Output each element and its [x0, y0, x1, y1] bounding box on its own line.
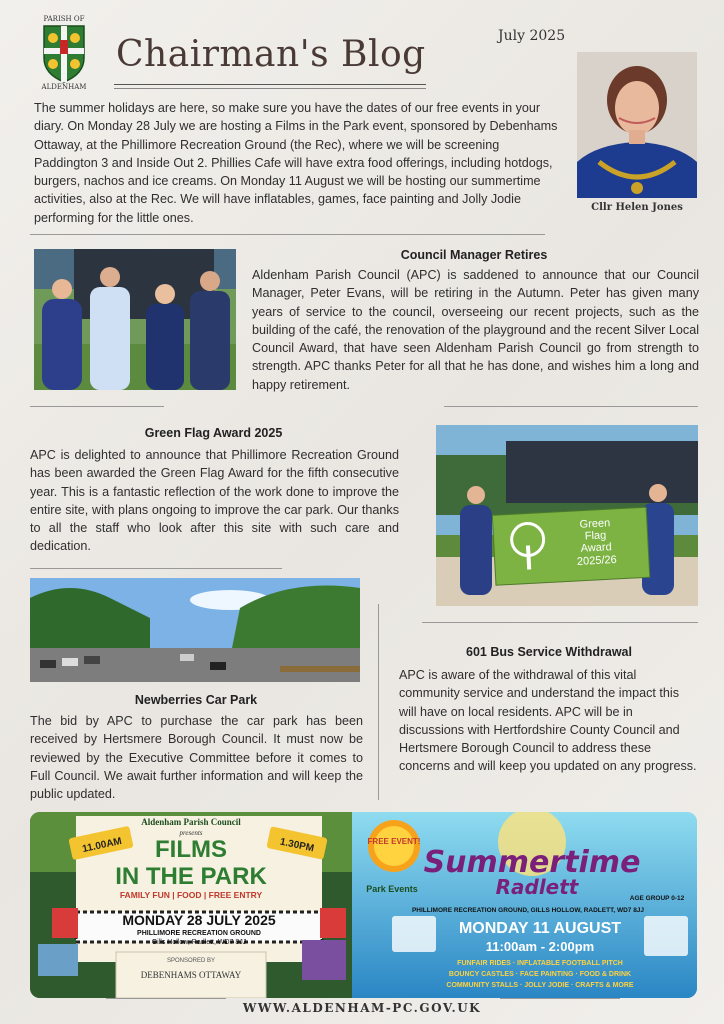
summer-activities-line1: FUNFAIR RIDES · INFLATABLE FOOTBALL PITCH	[457, 960, 623, 967]
greenflag-paragraph: APC is delighted to announce that Phillimore Recreation Ground has been awarded the Green Flag Award for the fifth consecutive year. This is a fantastic reflection of the work done to improve the entire site, with plans ongoing to improve the car park. Our thanks to all the staff who look after this site with such care and dedication.	[30, 448, 399, 554]
logo-top-text: PARISH OF	[43, 15, 85, 23]
car-park-photo	[30, 578, 360, 682]
films-time-left: 11.00AM	[81, 835, 123, 856]
summer-age-group: AGE GROUP 0-12	[629, 895, 685, 902]
section-divider	[30, 234, 545, 235]
logo-bottom-text: ALDENHAM	[41, 83, 87, 90]
films-in-the-park-poster	[30, 812, 352, 998]
summer-time: 11:00am - 2:00pm	[485, 939, 595, 954]
events-banner	[30, 812, 697, 998]
summertime-radlett-poster	[352, 812, 697, 998]
bus-paragraph: APC is aware of the withdrawal of this vital community service and understand the impact this will have on local residents. APC will be in discussions with Hertfordshire County Council and Hertsmere Borough Council to address these concerns and will keep you updated on any progress.	[399, 668, 697, 774]
summer-venue: PHILLIMORE RECREATION GROUND, GILLS HOLLOW, RADLETT, WD7 8JJ	[411, 907, 645, 914]
parish-crest-logo	[30, 12, 98, 90]
flag-text-award: Award	[580, 541, 612, 555]
films-presents: presents	[179, 829, 203, 837]
green-flag-photo	[436, 425, 698, 606]
films-title-line1: FILMS	[155, 836, 227, 863]
section-divider	[30, 568, 282, 569]
summer-title-line2: Radlett	[495, 875, 579, 899]
films-date: MONDAY 28 JULY 2025	[122, 912, 276, 928]
films-sponsor: DEBENHAMS OTTAWAY	[140, 970, 242, 980]
summer-free-badge: FREE EVENT!	[367, 837, 421, 846]
portrait-caption: Cllr Helen Jones	[591, 202, 683, 213]
flag-text-green: Green	[579, 517, 611, 531]
films-sponsored-by: SPONSORED BY	[166, 958, 216, 964]
footer-rule-right	[500, 998, 620, 999]
summer-activities-line3: COMMUNITY STALLS · JOLLY JODIE · CRAFTS & MORE	[446, 982, 634, 989]
films-council: Aldenham Parish Council	[141, 817, 241, 827]
films-address: Gills Hollow, Radlett, WD7 8JJ	[151, 939, 247, 946]
summer-activities-line2: BOUNCY CASTLES · FACE PAINTING · FOOD & DRINK	[448, 971, 632, 978]
footer-rule-left	[106, 998, 226, 999]
summer-park-events: Park Events	[366, 884, 418, 894]
intro-paragraph: The summer holidays are here, so make sure you have the dates of our free events in your diary. On Monday 28 July we are hosting a Films in the Park event, sponsored by Debenhams Ottaway, at the Phillimore Recreation Ground (the Rec), where we will be screening Paddington 3 and Inside Out 2. Phillies Cafe will have extra food offerings, including hotdogs, burgers, nachos and ice creams. On Monday 11 August we will be hosting our summertime activities, also at the Rec. We will have inflatables, games, face painting and Jolly Jodie performing for the little ones.	[34, 101, 558, 225]
section-divider	[422, 622, 698, 623]
bus-heading: 601 Bus Service Withdrawal	[466, 645, 632, 659]
films-title-line2: IN THE PARK	[115, 863, 267, 890]
title-underline	[114, 84, 426, 85]
website-url[interactable]: WWW.ALDENHAM-PC.GOV.UK	[242, 1001, 482, 1015]
summer-date: MONDAY 11 AUGUST	[458, 920, 622, 937]
section-divider	[444, 406, 698, 407]
greenflag-heading: Green Flag Award 2025	[144, 426, 283, 440]
section-divider	[30, 406, 164, 407]
films-venue: PHILLIMORE RECREATION GROUND	[137, 930, 261, 937]
carpark-heading: Newberries Car Park	[134, 693, 258, 707]
issue-date: July 2025	[498, 28, 566, 44]
carpark-paragraph: The bid by APC to purchase the car park has been received by Hertsmere Borough Council. It must now be reviewed by the Executive Committee before it comes to Full Council. We await further information and will keep the public updated.	[30, 714, 363, 802]
manager-heading: Council Manager Retires	[400, 248, 548, 262]
flag-text-year: 2025/26	[576, 553, 618, 568]
manager-paragraph: Aldenham Parish Council (APC) is saddened to announce that our Council Manager, Peter Evans, will be retiring in the Autumn. Peter has given many years of service to the council, overseeing our recent projects, such as the building of the café, the renovation of the playground and the recent Silver Local Council Award, that have seen Aldenham Parish Council go from strength to strength. APC thanks Peter for all that he has done, and wishes him a long and happy retirement.	[252, 268, 699, 392]
summer-title-line1: Summertime	[423, 845, 641, 880]
column-divider	[378, 604, 379, 800]
flag-text-flag: Flag	[584, 529, 607, 543]
page-title: Chairman's Blog	[116, 34, 426, 75]
films-tagline: FAMILY FUN | FOOD | FREE ENTRY	[119, 890, 263, 900]
films-time-right: 1.30PM	[278, 836, 315, 855]
council-team-photo	[34, 249, 236, 390]
chairman-portrait	[577, 52, 697, 198]
title-underline-secondary	[114, 88, 426, 89]
